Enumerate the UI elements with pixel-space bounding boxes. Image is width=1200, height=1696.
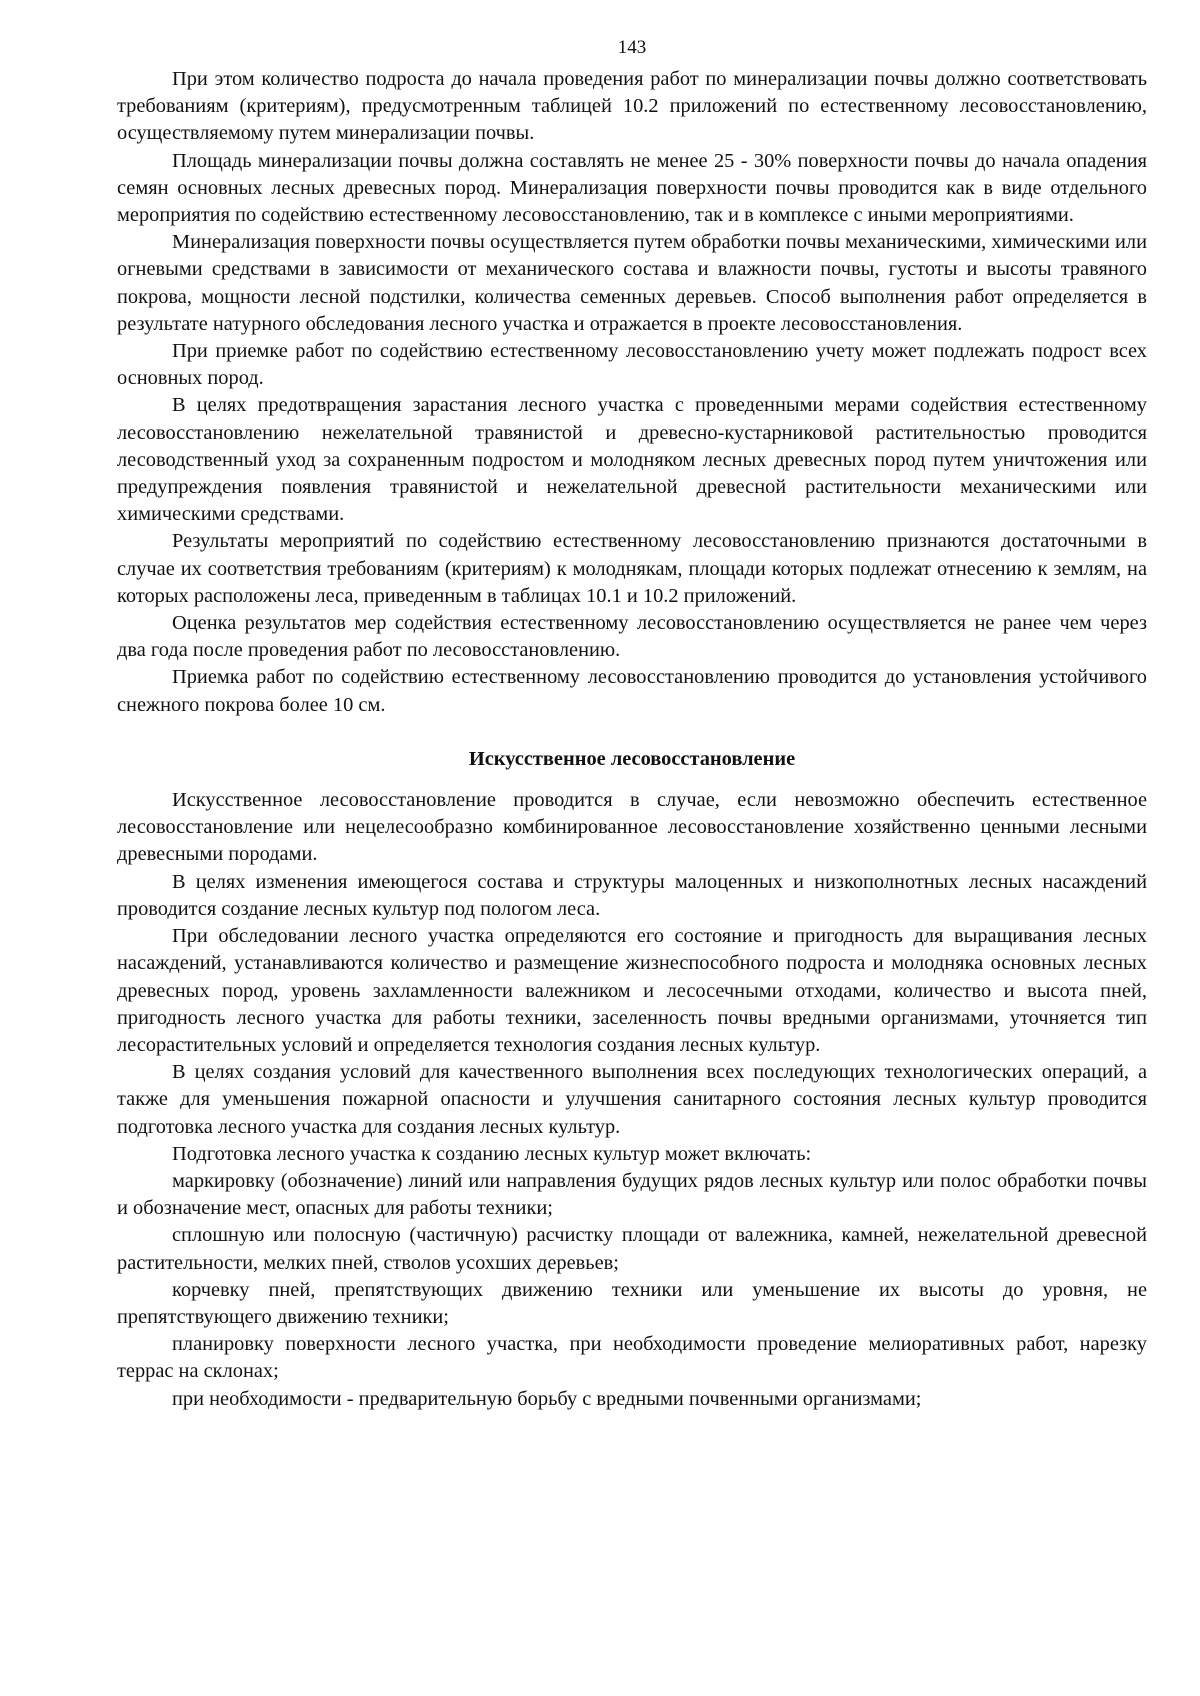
paragraph: Оценка результатов мер содействия естественному лесовосстановлению осуществляется не ранее чем через два года после проведения работ по лесовосстановлению. <box>117 612 1147 662</box>
paragraph: В целях изменения имеющегося состава и структуры малоценных и низкополнотных лесных насаждений проводится создание лесных культур под пологом леса. <box>117 870 1147 920</box>
paragraph: При этом количество подроста до начала проведения работ по минерализации почвы должно соответствовать требованиям (критериям), предусмотренным таблицей 10.2 приложений по естественному лесовосстановлению, осуществляемому путем минерализации почвы. <box>117 68 1147 145</box>
list-item: корчевку пней, препятствующих движению техники или уменьшение их высоты до уровня, не препятствующего движению техники; <box>117 1278 1147 1328</box>
document-page <box>117 34 1147 1413</box>
paragraph: Минерализация поверхности почвы осуществляется путем обработки почвы механическими, химическими или огневыми средствами в зависимости от механического состава и влажности почвы, густоты и высоты травяного покрова, мощности лесной подстилки, количества семенных деревьев. Способ выполнения работ определяется в результате натурного обследования лесного участка и отражается в проекте лесовосстановления. <box>117 231 1147 335</box>
paragraph: В целях предотвращения зарастания лесного участка с проведенными мерами содействия естественному лесовосстановлению нежелательной травянистой и древесно-кустарниковой растительностью проводится лесоводственный уход за сохраненным подростом и молодняком лесных древесных пород путем уничтожения или предупреждения появления травянистой и нежелательной древесной растительности механическими или химическими средствами. <box>117 394 1147 526</box>
section-heading: Искусственное лесовосстановление <box>468 747 796 770</box>
paragraph: При обследовании лесного участка определяются его состояние и пригодность для выращивания лесных насаждений, устанавливаются количество и размещение жизнеспособного подроста и молодняка основных лесных древесных пород, уровень захламленности валежником и лесосечными отходами, количество и высота пней, пригодность лесного участка для работы техники, заселенность почвы вредными организмами, уточняется тип лесорастительных условий и определяется технология создания лесных культур. <box>117 925 1147 1056</box>
text-block-section <box>117 787 1147 1413</box>
paragraph: Результаты мероприятий по содействию естественному лесовосстановлению признаются достаточными в случае их соответствия требованиям (критериям) к молоднякам, площади которых подлежат отнесению к землям, на которых расположены леса, приведенным в таблицах 10.1 и 10.2 приложений. <box>117 530 1147 607</box>
paragraph: Приемка работ по содействию естественному лесовосстановлению проводится до установления устойчивого снежного покрова более 10 см. <box>117 666 1147 716</box>
page-number: 143 <box>617 37 647 58</box>
list-item: планировку поверхности лесного участка, при необходимости проведение мелиоративных работ, нарезку террас на склонах; <box>117 1333 1147 1383</box>
text-block-top <box>117 66 1147 719</box>
paragraph: Искусственное лесовосстановление проводится в случае, если невозможно обеспечить естественное лесовосстановление или нецелесообразно комбинированное лесовосстановление хозяйственно ценными лесными древесными породами. <box>117 789 1147 866</box>
list-item: при необходимости - предварительную борьбу с вредными почвенными организмами; <box>172 1387 922 1410</box>
list-item: маркировку (обозначение) линий или направления будущих рядов лесных культур или полос обработки почвы и обозначение мест, опасных для работы техники; <box>117 1169 1147 1220</box>
paragraph: При приемке работ по содействию естественному лесовосстановлению учету может подлежать подрост всех основных пород. <box>117 340 1147 390</box>
list-item: сплошную или полосную (частичную) расчистку площади от валежника, камней, нежелательной древесной растительности, мелких пней, стволов усохших деревьев; <box>117 1224 1147 1274</box>
paragraph: Площадь минерализации почвы должна составлять не менее 25 - 30% поверхности почвы до начала опадения семян основных лесных древесных пород. Минерализация поверхности почвы проводится как в виде отдельного мероприятия по содействию естественному лесовосстановлению, так и в комплексе с иными мероприятиями. <box>117 149 1147 227</box>
paragraph: Подготовка лесного участка к созданию лесных культур может включать: <box>172 1142 812 1165</box>
paragraph: В целях создания условий для качественного выполнения всех последующих технологических операций, а также для уменьшения пожарной опасности и улучшения санитарного состояния лесных культур проводится подготовка лесного участка для создания лесных культур. <box>117 1061 1147 1138</box>
